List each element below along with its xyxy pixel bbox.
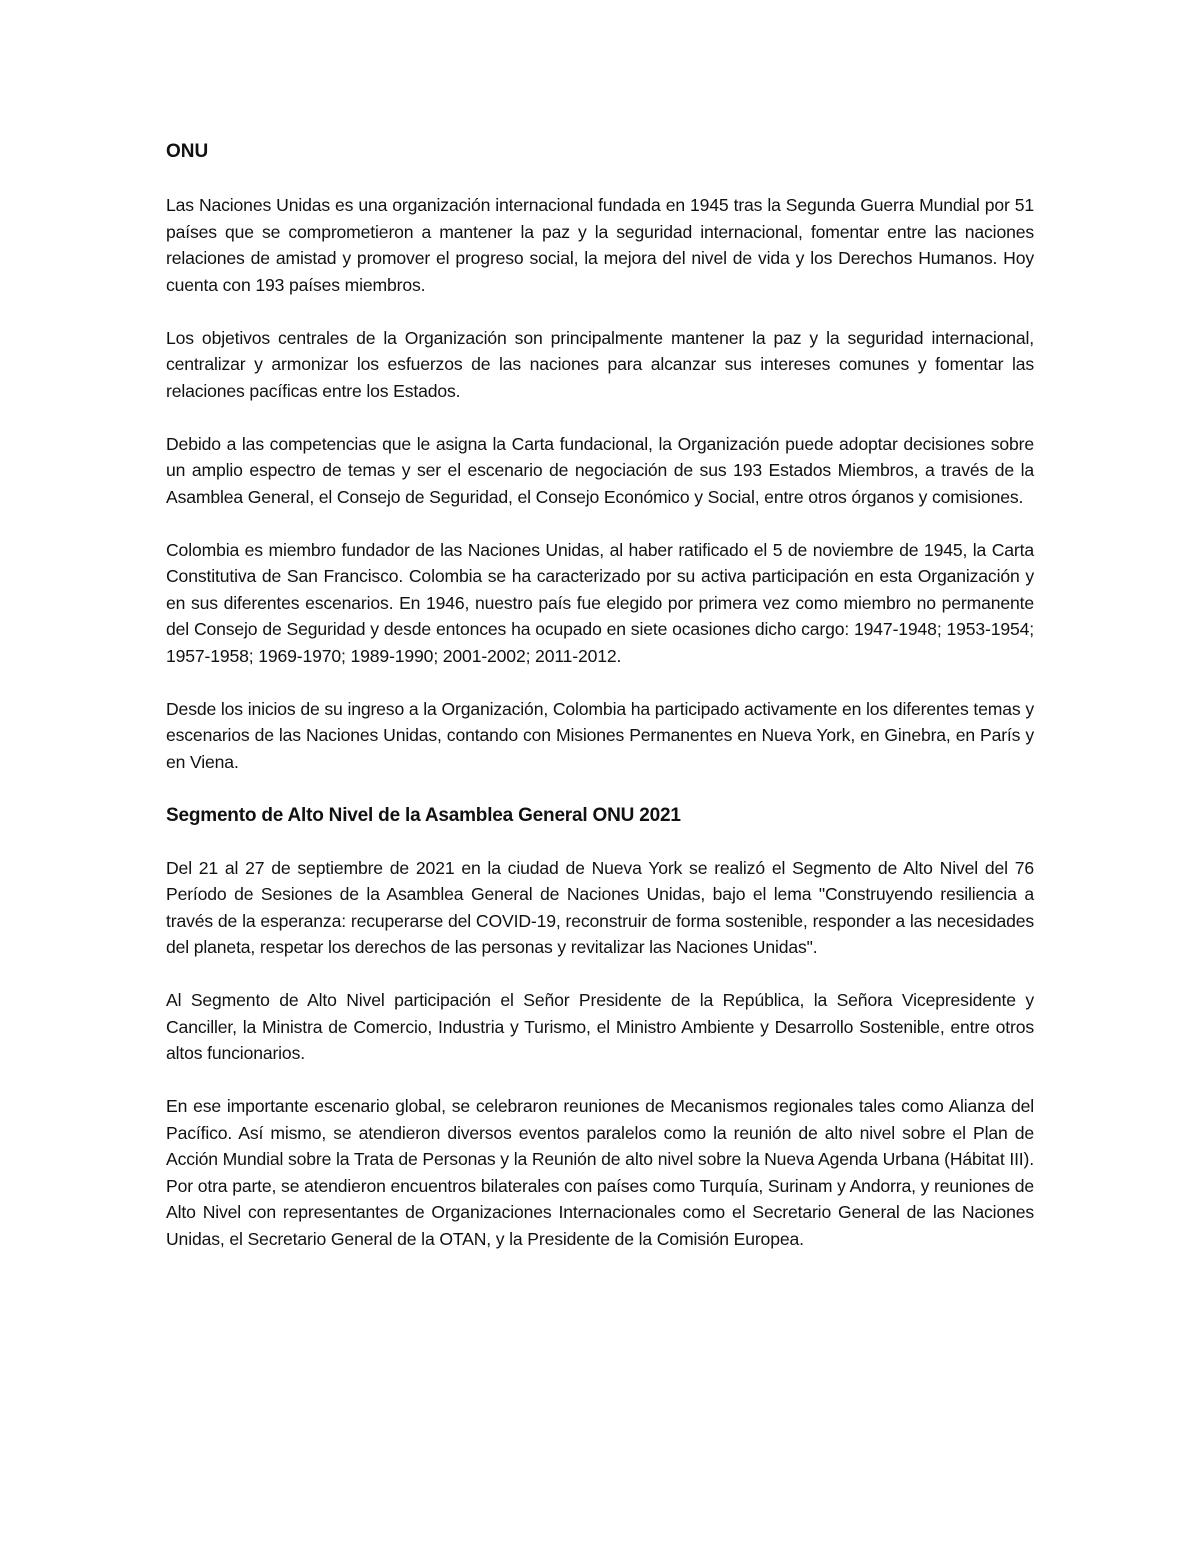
intro-paragraph-1: Las Naciones Unidas es una organización internacional fundada en 1945 tras la Segunda Guerra Mundial por 51 países que se comprometieron a mantener la paz y la seguridad internacional, fomentar entre las naciones relaciones de amistad y promover el progreso social, la mejora del nivel de vida y los Derechos Humanos. Hoy cuenta con 193 países miembros. — [166, 195, 1034, 295]
section-title: Segmento de Alto Nivel de la Asamblea General ONU 2021 — [166, 804, 681, 826]
intro-paragraph-3: Debido a las competencias que le asigna la Carta fundacional, la Organización puede adoptar decisiones sobre un amplio espectro de temas y ser el escenario de negociación de sus 193 Estados Miembros, a través de la Asamblea General, el Consejo de Seguridad, el Consejo Económico y Social, entre otros órganos y comisiones. — [166, 433, 1034, 507]
document-title: ONU — [166, 141, 209, 162]
section-paragraph-1: Del 21 al 27 de septiembre de 2021 en la ciudad de Nueva York se realizó el Segmento de Alto Nivel del 76 Período de Sesiones de la Asamblea General de Naciones Unidas, bajo el lema "Construyendo resiliencia a través de la esperanza: recuperarse del COVID-19, reconstruir de forma sostenible, responder a las necesidades del planeta, respetar los derechos de las personas y revitalizar las Naciones Unidas". — [166, 857, 1034, 957]
intro-paragraph-4: Colombia es miembro fundador de las Naciones Unidas, al haber ratificado el 5 de noviembre de 1945, la Carta Constitutiva de San Francisco. Colombia se ha caracterizado por su activa participación en esta Organización y en sus diferentes escenarios. En 1946, nuestro país fue elegido por primera vez como miembro no permanente del Consejo de Seguridad y desde entonces ha ocupado en siete ocasiones dicho cargo: 1947-1948; 1953-1954; 1957-1958; 1969-1970; 1989-1990; 2001-2002; 2011-2012. — [166, 539, 1034, 666]
intro-paragraph-5: Desde los inicios de su ingreso a la Organización, Colombia ha participado activamente en los diferentes temas y escenarios de las Naciones Unidas, contando con Misiones Permanentes en Nueva York, en Ginebra, en París y en Viena. — [166, 698, 1034, 772]
intro-paragraph-2: Los objetivos centrales de la Organización son principalmente mantener la paz y la seguridad internacional, centralizar y armonizar los esfuerzos de las naciones para alcanzar sus intereses comunes y fomentar las relaciones pacíficas entre los Estados. — [166, 327, 1034, 401]
section-paragraph-2: Al Segmento de Alto Nivel participación el Señor Presidente de la República, la Señora Vicepresidente y Canciller, la Ministra de Comercio, Industria y Turismo, el Ministro Ambiente y Desarrollo Sostenible, entre otros altos funcionarios. — [166, 990, 1034, 1063]
document-page — [166, 138, 1034, 1252]
section-paragraph-3: En ese importante escenario global, se celebraron reuniones de Mecanismos regionales tales como Alianza del Pacífico. Así mismo, se atendieron diversos eventos paralelos como la reunión de alto nivel sobre el Plan de Acción Mundial sobre la Trata de Personas y la Reunión de alto nivel sobre la Nueva Agenda Urbana (Hábitat III). Por otra parte, se atendieron encuentros bilaterales con países como Turquía, Surinam y Andorra, y reuniones de Alto Nivel con representantes de Organizaciones Internacionales como el Secretario General de las Naciones Unidas, el Secretario General de la OTAN, y la Presidente de la Comisión Europea. — [166, 1096, 1034, 1249]
